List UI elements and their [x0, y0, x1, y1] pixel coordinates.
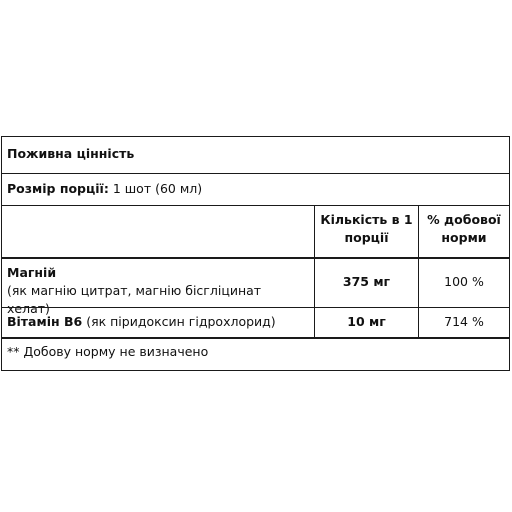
nutrient-detail: (як піридоксин гідрохлорид) [86, 314, 276, 329]
nutrient-daily-value: 100 % [444, 274, 484, 289]
column-divider [418, 205, 419, 337]
nutrient-name: Магній [7, 265, 57, 280]
nutrition-facts-panel [1, 136, 510, 371]
divider-thick [2, 257, 509, 259]
column-divider [314, 205, 315, 337]
serving-size [7, 180, 202, 198]
footnote: ** Добову норму не визначено [7, 344, 209, 359]
nutrient-detail: (як магнію цитрат, магнію бісгліцинат хелат) [7, 283, 262, 316]
column-header-amount: Кількість в 1 порції [320, 212, 413, 245]
nutrition-title: Поживна цінність [7, 146, 135, 161]
divider [2, 307, 509, 308]
serving-size-value: 1 шот (60 мл) [112, 181, 203, 196]
nutrient-daily-value: 714 % [444, 314, 484, 329]
nutrient-amount: 375 мг [342, 274, 391, 289]
nutrient-amount: 10 мг [347, 314, 386, 329]
serving-size-label: Розмір порції: [7, 181, 109, 196]
column-header-daily-value: % добової норми [427, 212, 501, 245]
nutrient-row-magnesium [7, 264, 307, 318]
divider [2, 173, 509, 174]
nutrient-row-vitamin-b6 [7, 313, 312, 331]
divider [2, 205, 509, 206]
nutrient-name: Вітамін B6 [7, 314, 83, 329]
divider-thick [2, 337, 509, 339]
